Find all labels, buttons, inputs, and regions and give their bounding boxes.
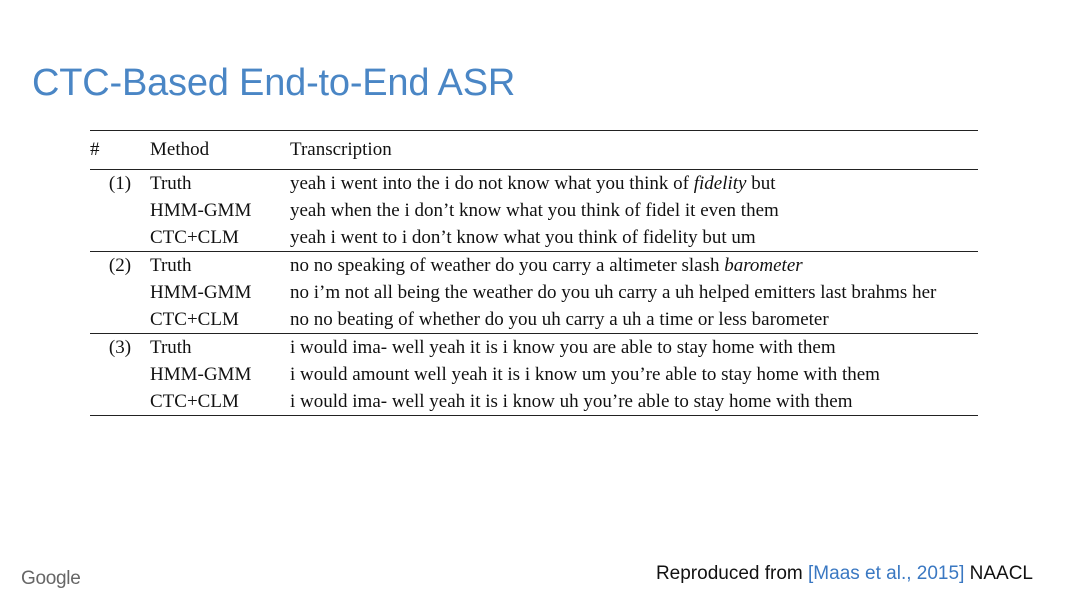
table-body <box>90 170 978 416</box>
transcription-cell <box>290 197 978 224</box>
table-row <box>90 334 978 362</box>
transcription-cell <box>290 224 978 252</box>
table-row <box>90 361 978 388</box>
table-row <box>90 306 978 334</box>
method-cell: Truth <box>150 173 192 194</box>
transcription-text-after: but <box>746 173 776 194</box>
transcription-cell <box>290 170 978 198</box>
transcription-text: no i’m not all being the weather do you uh carry a uh helped emitters last brahms her <box>290 282 937 303</box>
transcription-cell <box>290 334 978 362</box>
method-cell: CTC+CLM <box>150 309 239 330</box>
table-header-row <box>90 131 978 170</box>
transcription-emphasis: fidelity <box>693 173 747 194</box>
slide-title: CTC-Based End-to-End ASR <box>32 62 516 104</box>
header-transcription: Transcription <box>290 131 978 170</box>
method-cell: Truth <box>150 252 290 280</box>
citation-prefix: Reproduced from <box>655 563 803 584</box>
transcription-text: no no speaking of weather do you carry a altimeter slash <box>290 255 725 276</box>
transcription-text: i would amount well yeah it is i know um you’re able to stay home with them <box>290 364 880 385</box>
header-method: Method <box>150 131 290 170</box>
transcription-comparison-table <box>90 130 978 416</box>
transcription-text: yeah when the i don’t know what you think of fidel it even them <box>290 200 779 221</box>
method-cell: HMM-GMM <box>150 282 252 303</box>
transcription-cell <box>290 361 978 388</box>
transcription-text: yeah i went to i don’t know what you think of fidelity but um <box>290 227 756 248</box>
header-number: # <box>90 131 150 170</box>
table-row <box>90 279 978 306</box>
google-logo: Google <box>21 568 81 589</box>
citation-suffix: NAACL <box>969 563 1033 584</box>
transcription-text: no no beating of whether do you uh carry a uh a time or less barometer <box>290 309 829 330</box>
citation-link[interactable]: [Maas et al., 2015] <box>808 563 965 584</box>
transcription-cell <box>290 279 978 306</box>
method-cell: HMM-GMM <box>150 200 252 221</box>
transcription-cell <box>290 306 978 334</box>
table-row <box>90 388 978 416</box>
transcription-cell <box>290 252 978 280</box>
example-number: (1) <box>108 173 132 194</box>
table-row <box>90 197 978 224</box>
transcription-emphasis: barometer <box>724 255 803 276</box>
transcription-cell <box>290 388 978 416</box>
method-cell: CTC+CLM <box>150 227 239 248</box>
transcription-text: i would ima- well yeah it is i know uh you’re able to stay home with them <box>290 391 853 412</box>
transcription-text: i would ima- well yeah it is i know you are able to stay home with them <box>290 337 836 358</box>
citation-footer <box>656 563 1033 585</box>
method-cell: HMM-GMM <box>150 364 252 385</box>
table-row <box>90 252 978 280</box>
table-row <box>90 224 978 252</box>
example-number: (2) <box>90 252 150 334</box>
table-row <box>90 170 978 198</box>
transcription-text: yeah i went into the i do not know what you think of <box>290 173 694 194</box>
method-cell: CTC+CLM <box>150 391 239 412</box>
method-cell: Truth <box>150 334 290 362</box>
example-number: (3) <box>90 334 150 416</box>
